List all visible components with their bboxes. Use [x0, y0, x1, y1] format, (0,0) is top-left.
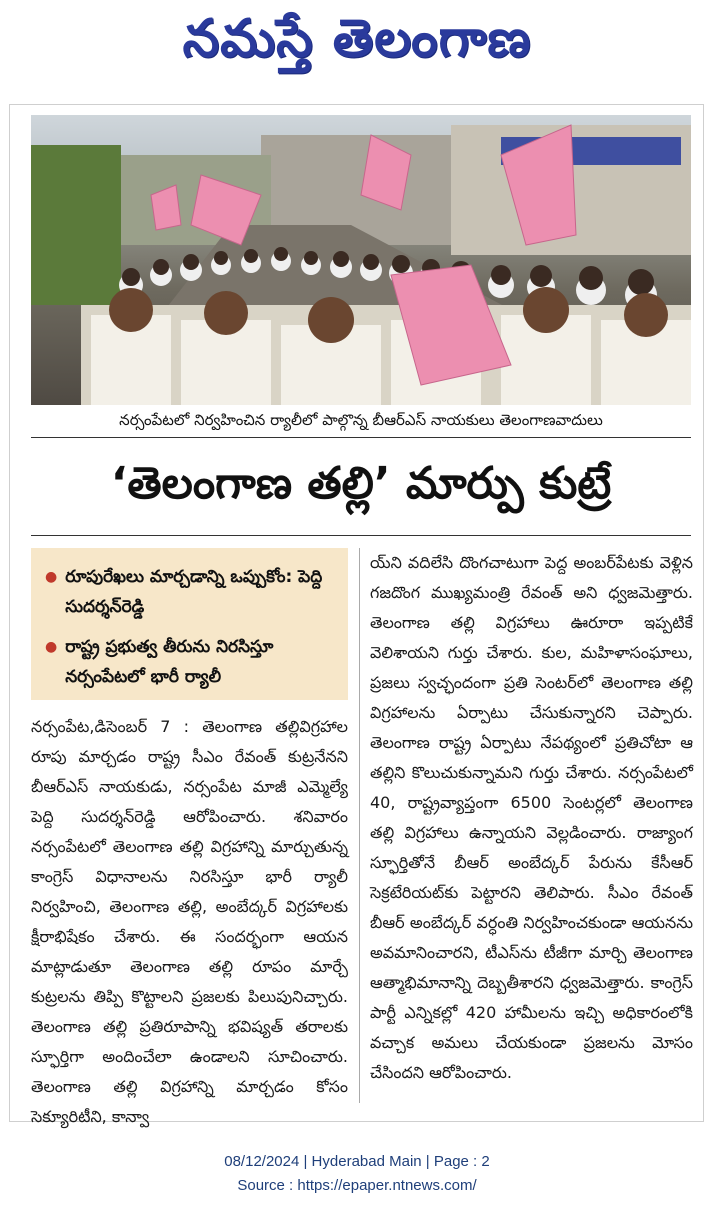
highlight-item: [45, 632, 338, 692]
bullet-icon: ●: [45, 569, 58, 585]
footer-source: Source : https://epaper.ntnews.com/: [237, 1177, 477, 1194]
highlight-item: [45, 562, 338, 622]
rally-photo: [31, 115, 691, 405]
article-body-right: య్‌ని వదిలేసి దొంగచాటుగా పెద్ద అంబర్‌పేటకు వెళ్లిన గజదొంగ ముఖ్యమంత్రి రేవంత్ అని ధ్వజమెత్తారు. తెలంగాణ తల్లి విగ్రహాలు ఊరూరా ఇప్పటికే వెలిశాయని గుర్తు చేశారు. కుల, మహిళాసంఘాలు, ప్రజలు స్వచ్ఛందంగా ప్రతి సెంటర్‌లో తెలంగాణ తల్లి విగ్రహాలను ఏర్పాటు చేసుకున్నారని చెప్పారు. తెలంగాణ రాష్ట్ర ఏర్పాటు నేపథ్యంలో ప్రతిచోటా ఆ తల్లిని కొలుచుకున్నామని గుర్తు చేశారు. నర్సంపేటలో 40, రాష్ట్రవ్యాప్తంగా 6500 సెంటర్లలో తెలంగాణ తల్లి విగ్రహాలు ఉన్నాయని వెల్లడించారు. రాజ్యాంగ స్ఫూర్తితోనే బీఆర్ అంబేద్కర్ పేరును కేసీఆర్ సెక్రటేరియట్‌కు పెట్టారని తెలిపారు. సీఎం రేవంత్ బీఆర్ అంబేద్కర్ వర్ధంతి నిర్వహించకుండా ఆయనను అవమానించారని, టీఎస్‌ను టీజీగా మార్చి తెలంగాణ ఆత్మాభిమానాన్ని దెబ్బతీశారని ధ్వజమెత్తారు. కాంగ్రెస్ పార్టీ ఎన్నికల్లో 420 హామీలను ఇచ్చి అధికారంలోకి వచ్చాక అమలు చేయకుండా ప్రజలను మోసం చేసిందని ఆరోపించారు.: [370, 553, 693, 1082]
article-body-left: నర్సంపేట,డిసెంబర్ 7 : తెలంగాణ తల్లివిగ్రహాల రూపు మార్చడం రాష్ట్ర సీఎం రేవంత్ కుట్రనేనని బీఆర్ఎస్ నాయకుడు, నర్సంపేట మాజీ ఎమ్మెల్యే పెద్ది సుదర్శన్‌రెడ్డి ఆరోపించారు. శనివారం నర్సంపేటలో తెలంగాణ తల్లి విగ్రహాన్ని మార్చుతున్న కాంగ్రెస్ విధానాలను నిరసిస్తూ భారీ ర్యాలీ నిర్వహించి, తెలంగాణ తల్లి, అంబేద్కర్ విగ్రహాలకు క్షీరాభిషేకం చేశారు. ఈ సందర్భంగా ఆయన మాట్లాడుతూ తెలంగాణ తల్లి రూపం మార్చే కుట్రలను తిప్పి కొట్టాలని ప్రజలకు పిలుపునిచ్చారు. తెలంగాణ తల్లి ప్రతిరూపాన్ని భవిష్యత్ తరాలకు స్ఫూర్తిగా అందించేలా ఉండాలని సూచించారు. తెలంగాణ తల్లి విగ్రహాన్ని మార్చడం కోసం సెక్యూరిటీని, కాన్వా: [31, 717, 348, 1126]
column-divider: [359, 548, 360, 1103]
rally-photo-illustration: [31, 115, 691, 405]
bullet-icon: ●: [45, 639, 58, 655]
newspaper-logo: నమస్తే తెలంగాణ: [182, 8, 532, 69]
highlights-box: [31, 548, 348, 700]
footer-dateline: 08/12/2024 | Hyderabad Main | Page : 2: [224, 1153, 490, 1170]
highlight-text: రాష్ట్ర ప్రభుత్వ తీరును నిరసిస్తూ నర్సంపేటలో భారీ ర్యాలీ: [65, 637, 274, 687]
photo-caption: నర్సంపేటలో నిర్వహించిన ర్యాలీలో పాల్గొన్న బీఆర్ఎస్ నాయకులు తెలంగాణవాదులు: [31, 407, 691, 438]
footer: [0, 1150, 714, 1198]
highlight-text: రూపురేఖలు మార్చడాన్ని ఒప్పుకోం: పెద్ది సుదర్శన్‌రెడ్డి: [65, 567, 323, 617]
headline: ‘తెలంగాణ తల్లి’ మార్పు కుట్రే: [31, 443, 691, 536]
news-clipping: [9, 104, 704, 1126]
masthead: [0, 0, 714, 90]
